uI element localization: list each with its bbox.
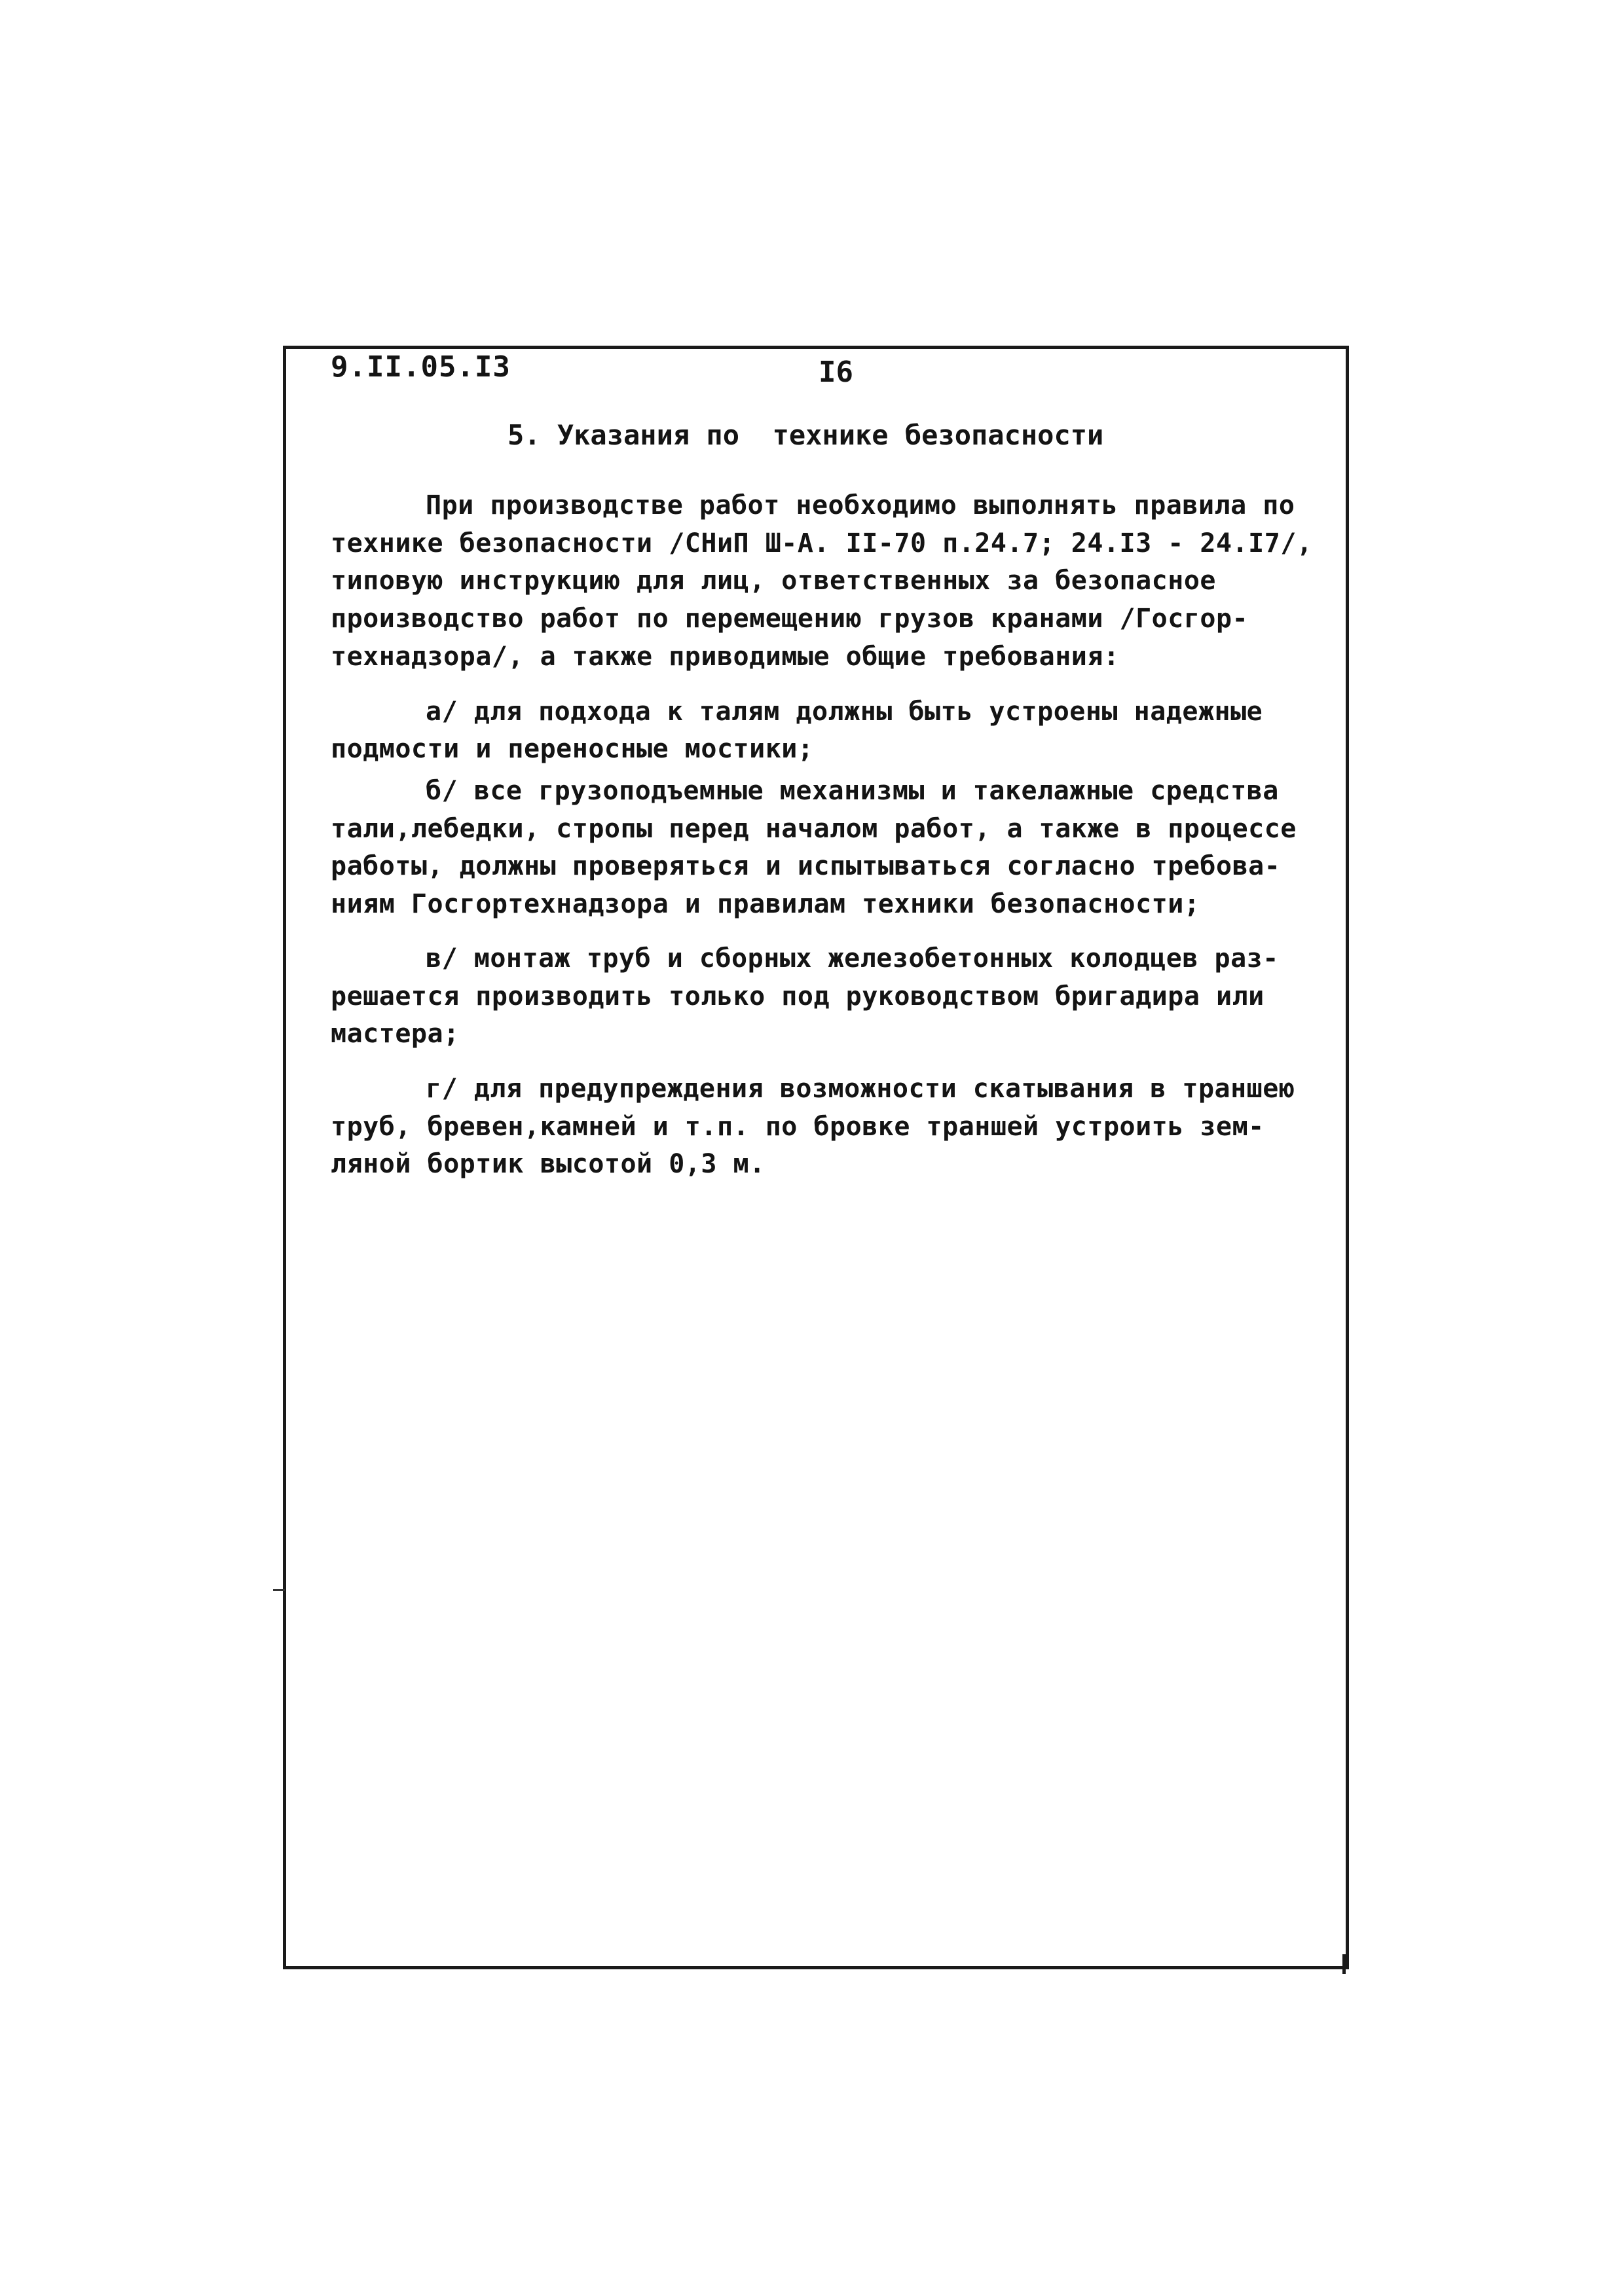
- body-line: тали,лебедки, стропы перед началом работ, а также в процессе: [331, 814, 1297, 844]
- body-line: труб, бревен,камней и т.п. по бровке траншей устроить зем-: [331, 1112, 1264, 1142]
- document-code: 9.II.05.I3: [331, 350, 511, 384]
- body-line: производство работ по перемещению грузов кранами /Госгор-: [331, 604, 1249, 634]
- body-line: типовую инструкцию для лиц, ответственных за безопасное: [331, 566, 1217, 596]
- margin-tick-mark: [273, 1589, 285, 1591]
- body-line: При производстве работ необходимо выполнять правила по: [426, 490, 1295, 520]
- body-line: решается производить только под руководством бригадира или: [331, 981, 1264, 1011]
- body-line: работы, должны проверяться и испытываться согласно требова-: [331, 851, 1281, 881]
- body-line: технике безопасности /СНиП Ш-А. II-70 п.24.7; 24.I3 - 24.I7/,: [331, 528, 1313, 558]
- body-line: г/ для предупреждения возможности скатывания в траншею: [426, 1074, 1295, 1104]
- section-title: 5. Указания по технике безопасности: [507, 419, 1104, 451]
- body-line: ляной бортик высотой 0,3 м.: [331, 1149, 766, 1179]
- body-line: подмости и переносные мостики;: [331, 734, 814, 764]
- body-line: мастера;: [331, 1019, 460, 1049]
- frame-corner-mark: [1342, 1954, 1346, 1974]
- body-line: в/ монтаж труб и сборных железобетонных колодцев раз-: [426, 943, 1279, 974]
- page-number: I6: [819, 355, 853, 389]
- body-line: ниям Госгортехнадзора и правилам техники безопасности;: [331, 889, 1200, 919]
- body-line: б/ все грузоподъемные механизмы и такелажные средства: [426, 776, 1279, 806]
- body-line: а/ для подхода к талям должны быть устроены надежные: [426, 697, 1263, 727]
- body-line: технадзора/, а также приводимые общие требования:: [331, 642, 1120, 672]
